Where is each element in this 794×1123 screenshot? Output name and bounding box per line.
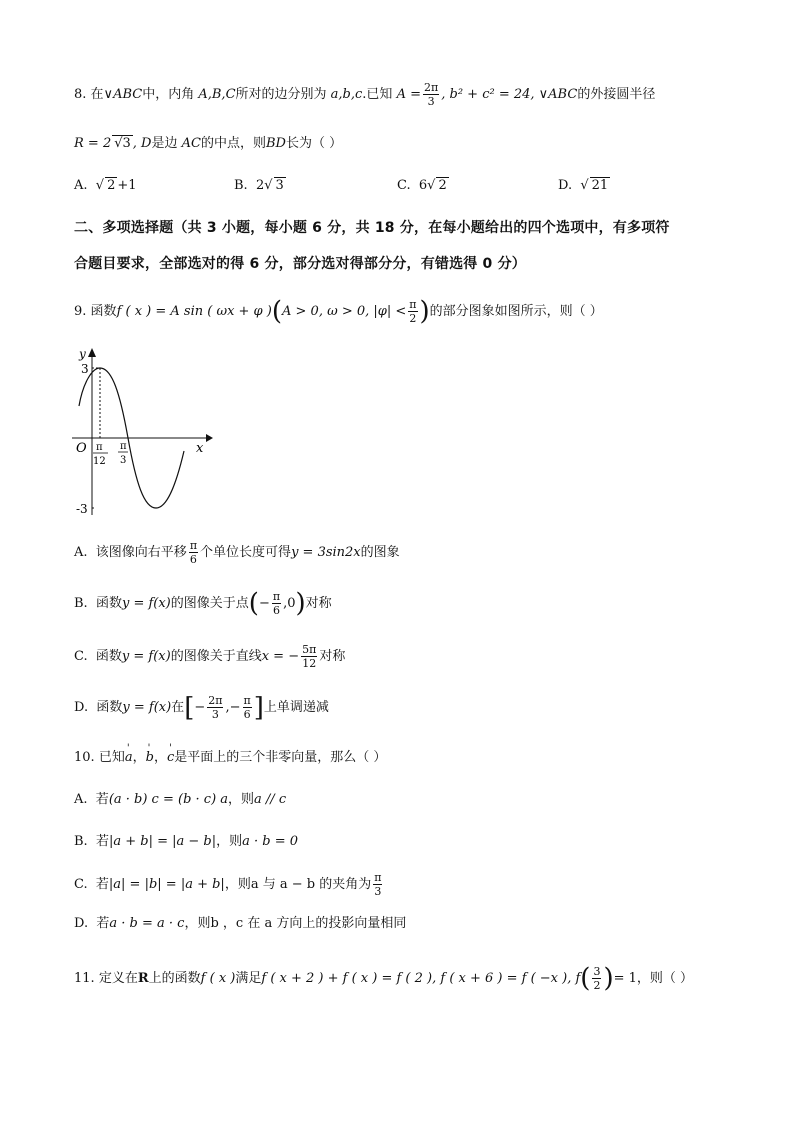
y-min-label: -3 <box>76 502 88 516</box>
tick-pi-3-den: 3 <box>120 455 127 466</box>
y-max-label: 3 <box>81 362 89 376</box>
q9-option-b[interactable]: B. 函数y = f(x)的图像关于点(− $\frac{\pi}{6}$ ,0)对称 <box>74 588 332 619</box>
sine-graph <box>70 345 220 525</box>
q8-option-a[interactable]: A. √ 2 +1 <box>74 178 137 193</box>
q10-option-d[interactable]: D. 若a · b = a · c，则b ，c 在 a 方向上的投影向量相同 <box>74 916 407 931</box>
q8-option-b[interactable]: B. 2√ 3 <box>234 178 284 193</box>
q9-number: 9. <box>74 304 87 319</box>
tick-pi-3-num: π <box>120 441 127 452</box>
section-heading-line2: 合题目要求，全部选对的得 6 分，部分选对得部分分，有错选得 0 分） <box>74 256 526 272</box>
q8-option-d[interactable]: D. √ 21 <box>558 178 609 193</box>
fraction: $\frac{2\pi}{3}$ <box>424 81 439 108</box>
q10-option-a[interactable]: A. 若(a · b) c = (b · c) a，则a // c <box>74 792 287 807</box>
q10-option-b[interactable]: B. 若|a + b| = |a − b|，则a · b = 0 <box>74 834 299 849</box>
q9-option-d[interactable]: D. 函数y = f(x)在[− $\frac{2\pi}{3}$ ,− $\frac{\pi}{6}$ ]上单调递减 <box>74 692 329 723</box>
q11-stem: 11. 定义在R上的函数f ( x )满足f ( x + 2 ) + f ( x ) = f ( 2 ), f ( x + 6 ) = f ( −x ), f( $\frac{3}{2}$ )= 1，则（ ） <box>74 963 694 994</box>
q10-stem: 10. 已知' a，' b，' c是平面上的三个非零向量，那么（ ） <box>74 748 386 768</box>
y-axis-label: y <box>79 347 86 361</box>
q10-number: 10. <box>74 750 95 765</box>
q9-stem: 9. 函数f ( x ) = A sin ( ωx + φ )(A > 0, ω > 0, |φ| < $\frac{\pi}{2}$ )的部分图象如图所示，则（ ） <box>74 296 603 327</box>
x-axis-arrow <box>206 434 213 442</box>
tick-pi-12-den: 12 <box>93 456 106 467</box>
section-heading-line1: 二、多项选择题（共 3 小题，每小题 6 分，共 18 分，在每小题给出的四个选项中，有多项符 <box>74 220 670 236</box>
q9-option-a[interactable]: A. 该图像向右平移 $\frac{\pi}{6}$ 个单位长度可得y = 3sin2x的图象 <box>74 539 400 566</box>
sqrt-symbol: √3 <box>114 136 131 151</box>
q10-option-c[interactable]: C. 若|a| = |b| = |a + b|，则a 与 a − b 的夹角为 $\frac{\pi}{3}$ <box>74 871 382 898</box>
q8-number: 8. <box>74 87 87 102</box>
q9-option-c[interactable]: C. 函数y = f(x)的图像关于直线x = − $\frac{5\pi}{12}$ 对称 <box>74 643 346 670</box>
q8-line2: R = 2 √3 , D是边 AC的中点，则BD长为（ ） <box>74 136 343 151</box>
y-axis-arrow <box>88 348 96 357</box>
q8-option-c[interactable]: C. 6√ 2 <box>397 178 447 193</box>
x-axis-label: x <box>196 441 204 456</box>
q11-number: 11. <box>74 971 95 986</box>
origin-label: O <box>76 441 87 456</box>
fraction: $\frac{\pi}{2}$ <box>409 298 417 325</box>
tick-pi-12-num: π <box>96 442 103 453</box>
q8-line1: 8. 在∨ABC中，内角 A,B,C所对的边分别为 a,b,c.已知 A = $\frac{2\pi}{3}$ , b² + c² = 24, ∨ABC的外接圆半径 <box>74 81 656 108</box>
